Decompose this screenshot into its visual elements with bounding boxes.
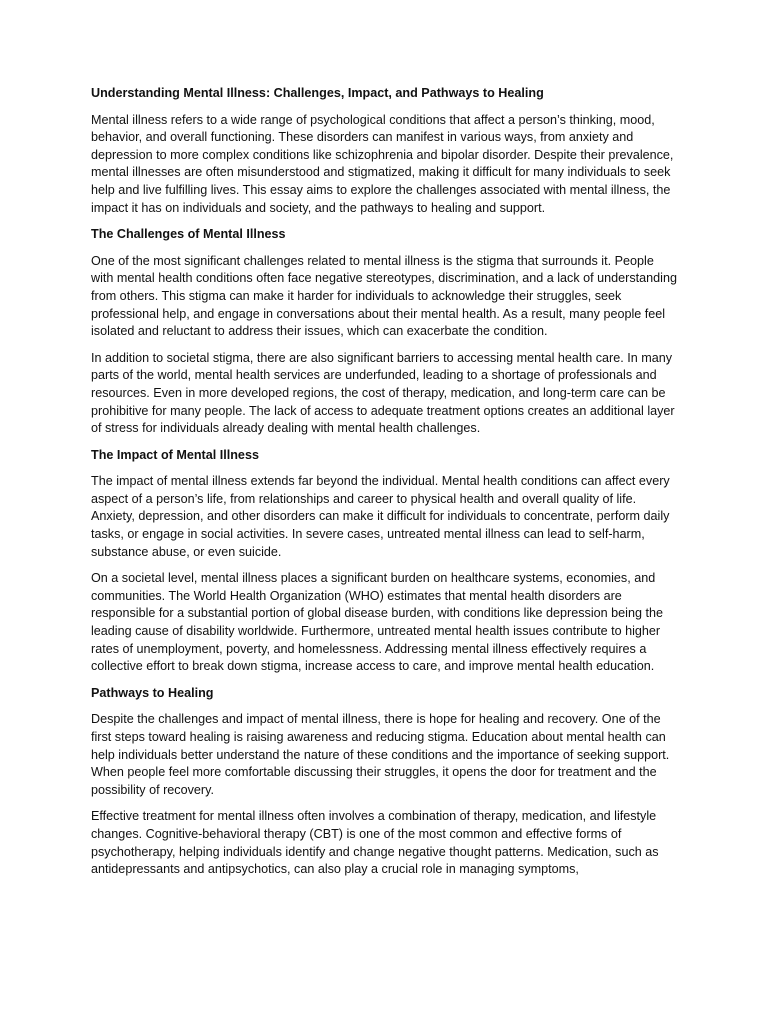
document-body [91, 85, 677, 888]
challenges-paragraph-2: In addition to societal stigma, there are also significant barriers to accessing mental health care. In many parts of the world, mental health services are underfunded, leading to a shortage of professionals and resources. Even in more developed regions, the cost of therapy, medication, and long-term care can be prohibitive for many people. The lack of access to adequate treatment options creates an additional layer of stress for individuals already dealing with mental health challenges. [91, 350, 675, 436]
healing-paragraph-1: Despite the challenges and impact of mental illness, there is hope for healing and recovery. One of the first steps toward healing is raising awareness and reducing stigma. Education about mental health can help individuals better understand the nature of these conditions and the importance of seeking support. When people feel more comfortable discussing their struggles, it opens the door for treatment and the possibility of recovery. [91, 712, 670, 797]
healing-paragraph-2: Effective treatment for mental illness often involves a combination of therapy, medication, and lifestyle changes. Cognitive-behavioral therapy (CBT) is one of the most common and effective forms of psychotherapy, helping individuals identify and change negative thought patterns. Medication, such as antidepressants and antipsychotics, can also play a crucial role in managing symptoms, [91, 809, 659, 877]
impact-paragraph-2: On a societal level, mental illness places a significant burden on healthcare systems, economies, and communities. The World Health Organization (WHO) estimates that mental health disorders are responsible for a substantial portion of global disease burden, with conditions like depression being the leading cause of disability worldwide. Furthermore, untreated mental health issues contribute to higher rates of unemployment, poverty, and homelessness. Addressing mental illness effectively requires a collective effort to break down stigma, increase access to care, and improve mental health education. [91, 571, 663, 674]
section-heading-challenges: The Challenges of Mental Illness [91, 227, 286, 242]
impact-paragraph-1: The impact of mental illness extends far beyond the individual. Mental health conditions can affect every aspect of a person’s life, from relationships and career to physical health and overall quality of life. Anxiety, depression, and other disorders can make it difficult for individuals to concentrate, perform daily tasks, or engage in social activities. In severe cases, untreated mental illness can lead to self-harm, substance abuse, or even suicide. [91, 474, 670, 559]
document-title: Understanding Mental Illness: Challenges, Impact, and Pathways to Healing [91, 86, 544, 100]
intro-paragraph: Mental illness refers to a wide range of psychological conditions that affect a person’s thinking, mood, behavior, and overall functioning. These disorders can manifest in various ways, from anxiety and depression to more complex conditions like schizophrenia and bipolar disorder. Despite their prevalence, mental illnesses are often misunderstood and stigmatized, making it difficult for many individuals to seek help and live fulfilling lives. This essay aims to explore the challenges associated with mental illness, the impact it has on individuals and society, and the pathways to healing and support. [91, 112, 674, 215]
section-heading-impact: The Impact of Mental Illness [91, 447, 259, 462]
section-heading-healing: Pathways to Healing [91, 685, 214, 700]
challenges-paragraph-1: One of the most significant challenges related to mental illness is the stigma that surrounds it. People with mental health conditions often face negative stereotypes, discrimination, and a lack of understanding from others. This stigma can make it harder for individuals to acknowledge their struggles, seek professional help, and engage in conversations about their mental health. As a result, many people feel isolated and reluctant to address their issues, which can exacerbate the condition. [91, 253, 677, 339]
